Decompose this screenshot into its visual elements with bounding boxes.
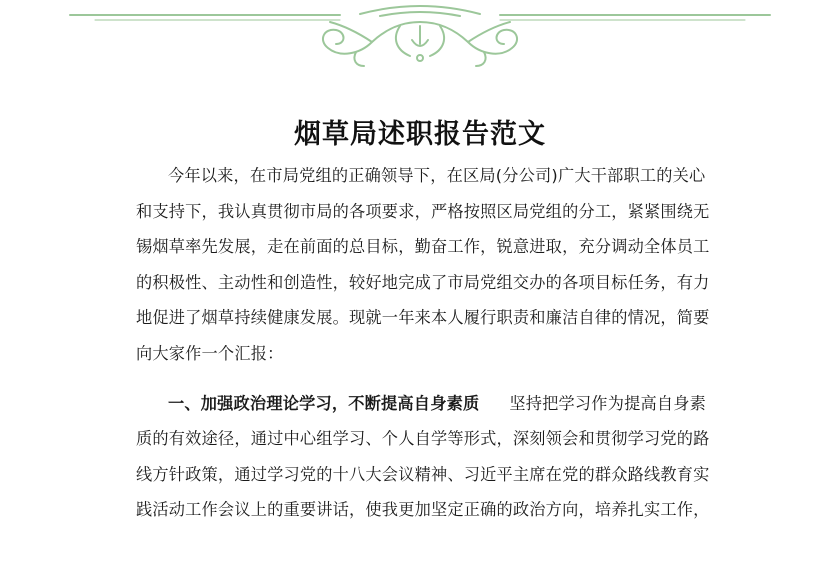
paragraph-line: 今年以来，在市局党组的正确领导下，在区局(分公司)广大干部职工的关心 <box>168 166 706 185</box>
paragraph-line: 地促进了烟草持续健康发展。现就一年来本人履行职责和廉洁自律的情况，简要 <box>136 308 710 328</box>
paragraph-line: 向大家作一个汇报： <box>136 343 284 363</box>
section-heading: 一、加强政治理论学习，不断提高自身素质 <box>168 393 480 413</box>
paragraph-line: 质的有效途径，通过中心组学习、个人自学等形式，深刻领会和贯彻学习党的路 <box>136 429 710 449</box>
section-heading-line <box>136 386 718 422</box>
paragraph-text: 坚持把学习作为提高自身素 <box>509 393 707 413</box>
page-title: 烟草局述职报告范文 <box>294 119 546 150</box>
decorative-header-ornament-icon <box>0 0 840 80</box>
paragraph-line: 践活动工作会议上的重要讲话，使我更加坚定正确的政治方向，培养扎实工作， <box>136 500 710 520</box>
paragraph-line: 锡烟草率先发展，走在前面的总目标，勤奋工作，锐意进取，充分调动全体员工 <box>136 237 710 257</box>
paragraph-line: 线方针政策，通过学习党的十八大会议精神、习近平主席在党的群众路线教育实 <box>136 464 710 484</box>
report-body <box>136 158 718 528</box>
paragraph-line: 的积极性、主动性和创造性，较好地完成了市局党组交办的各项目标任务，有力 <box>136 272 710 292</box>
paragraph-line: 和支持下，我认真贯彻市局的各项要求，严格按照区局党组的分工，紧紧围绕无 <box>136 201 710 221</box>
